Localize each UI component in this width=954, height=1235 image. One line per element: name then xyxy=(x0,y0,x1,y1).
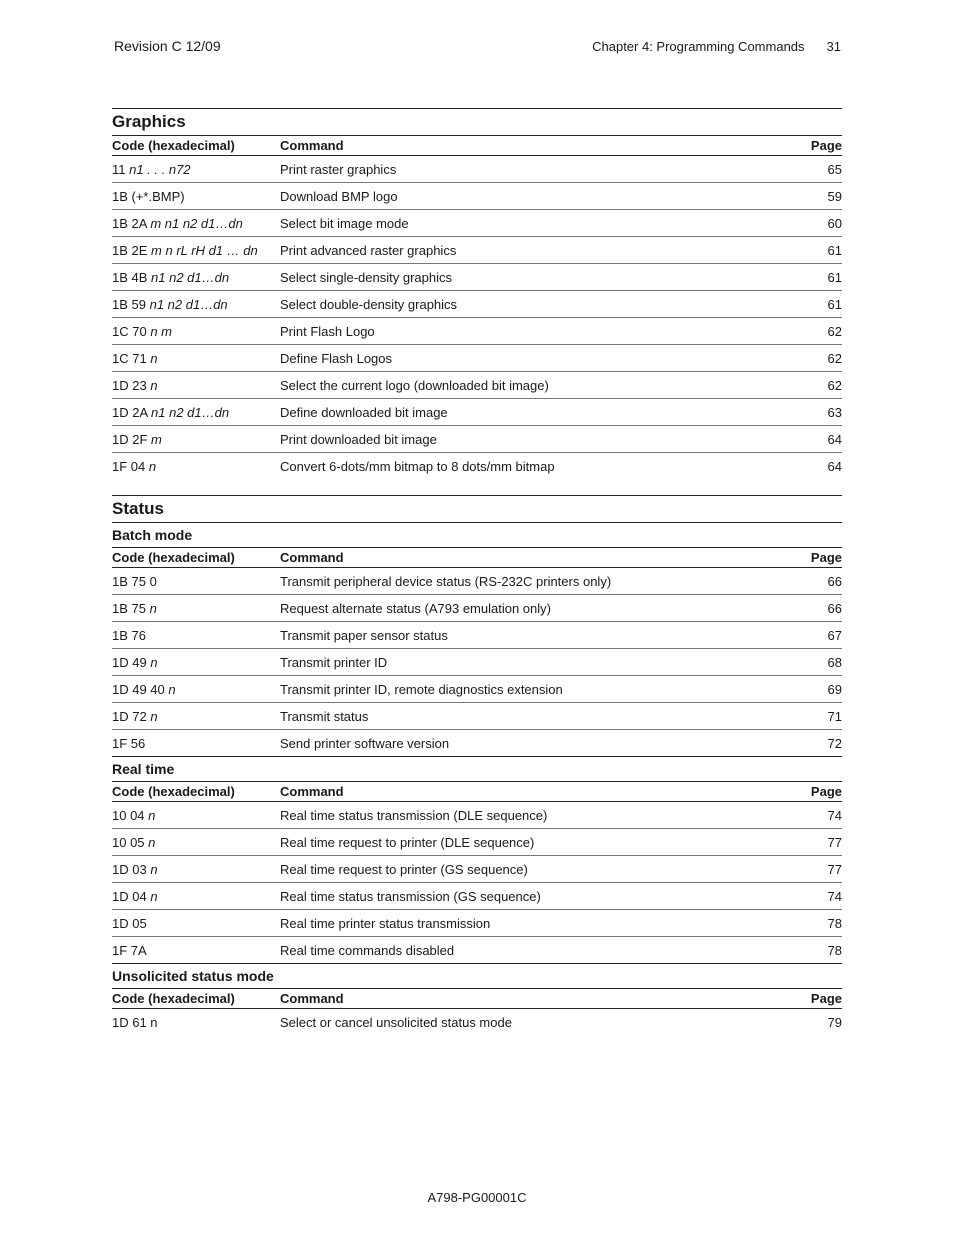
table-row xyxy=(112,344,842,371)
code-params: m xyxy=(151,431,162,447)
page-cell: 61 xyxy=(827,269,842,285)
table-row xyxy=(112,828,842,855)
command-cell: Select double-density graphics xyxy=(280,296,458,312)
header-revision: Revision C 12/09 xyxy=(114,38,221,54)
table-header xyxy=(112,547,842,568)
page-cell: 63 xyxy=(827,404,842,420)
table-row xyxy=(112,290,842,317)
code-text: 1B 76 xyxy=(112,627,146,643)
code-params: n xyxy=(148,834,156,850)
code-cell xyxy=(112,808,280,823)
table-row xyxy=(112,156,842,182)
code-params: n m xyxy=(150,323,172,339)
code-text: 1D 03 xyxy=(112,861,151,877)
table-row xyxy=(112,729,842,756)
code-text: 1D 2F xyxy=(112,431,152,447)
code-cell xyxy=(112,835,280,850)
batch-table xyxy=(112,568,842,756)
footer-doc-id: A798-PG00001C xyxy=(427,1190,527,1205)
page-cell: 60 xyxy=(827,215,842,231)
code-cell xyxy=(112,574,280,589)
page-number: 31 xyxy=(826,39,841,54)
table-row xyxy=(112,452,842,479)
code-cell xyxy=(112,601,280,616)
code-text: 1D 2A xyxy=(112,404,152,420)
page-cell: 68 xyxy=(827,654,842,670)
code-text: 1D 61 n xyxy=(112,1014,158,1030)
code-text: 1F 04 xyxy=(112,458,149,474)
code-params: n xyxy=(149,600,157,616)
code-cell xyxy=(112,297,280,312)
code-cell xyxy=(112,736,280,751)
command-cell: Select single-density graphics xyxy=(280,269,452,285)
table-row xyxy=(112,1009,842,1035)
code-cell xyxy=(112,862,280,877)
col-code-header: Code (hexadecimal) xyxy=(112,784,235,799)
code-cell xyxy=(112,270,280,285)
code-text: 1B 75 xyxy=(112,600,150,616)
col-page-header: Page xyxy=(810,784,842,799)
page-cell: 77 xyxy=(827,861,842,877)
command-cell: Real time printer status transmission xyxy=(280,915,491,931)
realtime-table xyxy=(112,802,842,963)
table-row xyxy=(112,702,842,729)
code-text: 1D 49 xyxy=(112,654,151,670)
code-text: 1D 72 xyxy=(112,708,151,724)
code-text: 1D 23 xyxy=(112,377,151,393)
code-params: n xyxy=(150,708,158,724)
code-params: n xyxy=(150,377,158,393)
table-header xyxy=(112,988,842,1009)
col-page-header: Page xyxy=(810,991,842,1006)
table-row xyxy=(112,317,842,344)
page-cell: 72 xyxy=(827,735,842,751)
code-cell xyxy=(112,162,280,177)
code-params: n1 n2 d1…dn xyxy=(151,269,230,285)
table-row xyxy=(112,648,842,675)
table-row xyxy=(112,802,842,828)
section-title-status: Status xyxy=(112,495,842,522)
table-row xyxy=(112,909,842,936)
page-cell: 59 xyxy=(827,188,842,204)
code-params: n xyxy=(150,861,158,877)
col-page-header: Page xyxy=(810,138,842,153)
col-code-header: Code (hexadecimal) xyxy=(112,991,235,1006)
table-row xyxy=(112,398,842,425)
page-cell: 67 xyxy=(827,627,842,643)
code-params: n1 . . . n72 xyxy=(129,161,191,177)
code-cell xyxy=(112,243,280,258)
chapter-title: Chapter 4: Programming Commands xyxy=(592,39,805,54)
command-cell: Transmit status xyxy=(280,708,369,724)
command-cell: Select the current logo (downloaded bit image) xyxy=(280,377,549,393)
col-code-header: Code (hexadecimal) xyxy=(112,138,235,153)
code-cell xyxy=(112,709,280,724)
command-cell: Print raster graphics xyxy=(280,161,397,177)
subsection-title-batch: Batch mode xyxy=(112,522,842,547)
code-cell xyxy=(112,432,280,447)
command-cell: Define Flash Logos xyxy=(280,350,393,366)
code-params: n xyxy=(150,888,158,904)
page-cell: 61 xyxy=(827,296,842,312)
page-cell: 62 xyxy=(827,323,842,339)
command-cell: Select or cancel unsolicited status mode xyxy=(280,1014,512,1030)
page-cell: 71 xyxy=(827,708,842,724)
page-cell: 77 xyxy=(827,834,842,850)
table-row xyxy=(112,371,842,398)
command-cell: Request alternate status (A793 emulation only) xyxy=(280,600,551,616)
command-cell: Download BMP logo xyxy=(280,188,398,204)
table-row xyxy=(112,425,842,452)
col-command-header: Command xyxy=(280,784,344,799)
page-cell: 61 xyxy=(827,242,842,258)
code-params: n xyxy=(168,681,176,697)
unsolicited-table xyxy=(112,1009,842,1035)
command-cell: Print advanced raster graphics xyxy=(280,242,457,258)
col-command-header: Command xyxy=(280,991,344,1006)
command-cell: Transmit printer ID xyxy=(280,654,388,670)
col-command-header: Command xyxy=(280,138,344,153)
command-cell: Send printer software version xyxy=(280,735,450,751)
subsection-title-realtime: Real time xyxy=(112,756,842,781)
command-cell: Real time request to printer (DLE sequence) xyxy=(280,834,535,850)
code-text: 1D 05 xyxy=(112,915,147,931)
code-cell xyxy=(112,682,280,697)
page-cell: 78 xyxy=(827,942,842,958)
code-text: 1D 49 40 xyxy=(112,681,169,697)
table-row xyxy=(112,882,842,909)
command-cell: Real time request to printer (GS sequence) xyxy=(280,861,528,877)
code-text: 1C 70 xyxy=(112,323,151,339)
code-params: n1 n2 d1…dn xyxy=(151,404,230,420)
page-cell: 66 xyxy=(827,600,842,616)
table-row xyxy=(112,855,842,882)
command-cell: Real time status transmission (GS sequence) xyxy=(280,888,541,904)
code-params: n1 n2 d1…dn xyxy=(149,296,228,312)
code-text: 1C 71 xyxy=(112,350,151,366)
code-text: 1F 7A xyxy=(112,942,147,958)
code-text: 1B 59 xyxy=(112,296,150,312)
command-cell: Print downloaded bit image xyxy=(280,431,437,447)
page-cell: 66 xyxy=(827,573,842,589)
page-cell: 65 xyxy=(827,161,842,177)
col-page-header: Page xyxy=(810,550,842,565)
header-chapter xyxy=(592,39,841,54)
table-row xyxy=(112,621,842,648)
code-cell xyxy=(112,351,280,366)
code-params: m n rL rH d1 … dn xyxy=(151,242,258,258)
code-cell xyxy=(112,378,280,393)
page-cell: 79 xyxy=(827,1014,842,1030)
subsection-title-unsolicited: Unsolicited status mode xyxy=(112,963,842,988)
section-title-graphics: Graphics xyxy=(112,108,842,135)
page-cell: 64 xyxy=(827,431,842,447)
table-row xyxy=(112,209,842,236)
code-text: 1B (+*.BMP) xyxy=(112,188,185,204)
code-cell xyxy=(112,916,280,931)
code-params: m n1 n2 d1…dn xyxy=(150,215,243,231)
table-row xyxy=(112,263,842,290)
code-cell xyxy=(112,655,280,670)
table-row xyxy=(112,675,842,702)
code-cell xyxy=(112,889,280,904)
code-cell xyxy=(112,1015,280,1030)
table-row xyxy=(112,936,842,963)
code-params: n xyxy=(150,350,158,366)
table-row xyxy=(112,236,842,263)
code-params: n xyxy=(148,807,156,823)
command-cell: Transmit peripheral device status (RS-232C printers only) xyxy=(280,573,612,589)
table-row xyxy=(112,182,842,209)
page-cell: 62 xyxy=(827,377,842,393)
code-text: 10 04 xyxy=(112,807,149,823)
code-cell xyxy=(112,405,280,420)
command-cell: Transmit printer ID, remote diagnostics extension xyxy=(280,681,563,697)
code-text: 1B 2A xyxy=(112,215,151,231)
table-row xyxy=(112,594,842,621)
table-header xyxy=(112,135,842,156)
col-code-header: Code (hexadecimal) xyxy=(112,550,235,565)
page-cell: 78 xyxy=(827,915,842,931)
code-params: n xyxy=(148,458,157,474)
code-text: 11 xyxy=(112,161,130,177)
code-text: 1B 2E xyxy=(112,242,152,258)
command-cell: Select bit image mode xyxy=(280,215,409,231)
code-cell xyxy=(112,459,280,474)
command-cell: Convert 6-dots/mm bitmap to 8 dots/mm bitmap xyxy=(280,458,555,474)
command-cell: Transmit paper sensor status xyxy=(280,627,448,643)
code-cell xyxy=(112,943,280,958)
code-text: 1D 04 xyxy=(112,888,151,904)
page-cell: 69 xyxy=(827,681,842,697)
command-cell: Real time status transmission (DLE sequence) xyxy=(280,807,548,823)
page-content xyxy=(112,108,842,1035)
code-text: 10 05 xyxy=(112,834,149,850)
command-cell: Define downloaded bit image xyxy=(280,404,448,420)
code-cell xyxy=(112,324,280,339)
table-row xyxy=(112,568,842,594)
command-cell: Print Flash Logo xyxy=(280,323,375,339)
code-cell xyxy=(112,628,280,643)
graphics-table xyxy=(112,156,842,479)
page-cell: 62 xyxy=(827,350,842,366)
command-cell: Real time commands disabled xyxy=(280,942,455,958)
code-text: 1B 4B xyxy=(112,269,152,285)
code-cell xyxy=(112,216,280,231)
code-params: n xyxy=(150,654,158,670)
code-cell xyxy=(112,189,280,204)
table-header xyxy=(112,781,842,802)
col-command-header: Command xyxy=(280,550,344,565)
code-text: 1B 75 0 xyxy=(112,573,157,589)
page-cell: 74 xyxy=(827,807,842,823)
page-cell: 74 xyxy=(827,888,842,904)
page-cell: 64 xyxy=(827,458,842,474)
code-text: 1F 56 xyxy=(112,735,146,751)
